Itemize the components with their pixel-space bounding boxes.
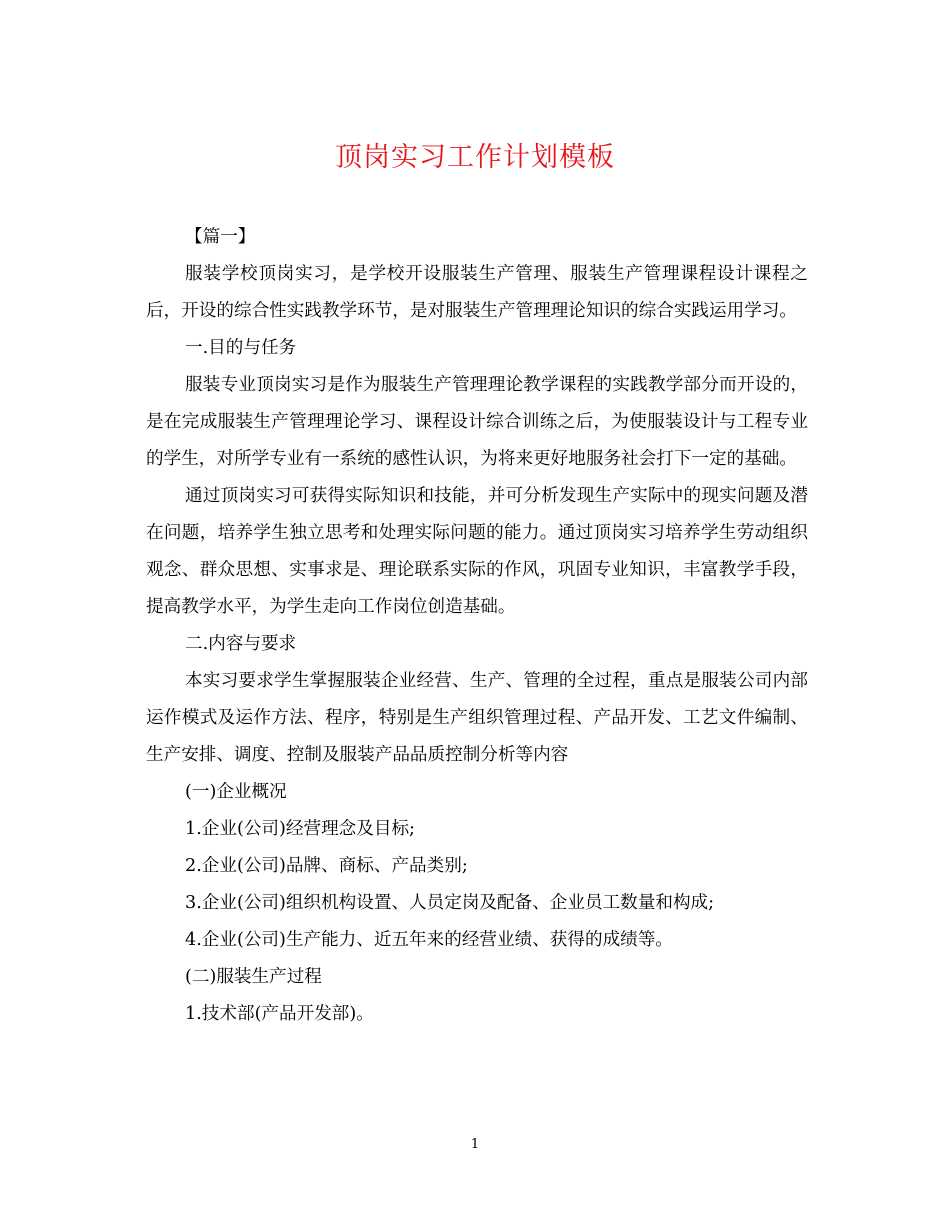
subsection-heading: (二)服装生产过程	[185, 967, 322, 987]
section-heading: 二.内容与要求	[185, 634, 297, 654]
list-item: 3.企业(公司)组织机构设置、人员定岗及配备、企业员工数量和构成;	[185, 893, 715, 913]
list-item: 4.企业(公司)生产能力、近五年来的经营业绩、获得的成绩等。	[185, 930, 673, 950]
paragraph: 服装学校顶岗实习，是学校开设服装生产管理、服装生产管理课程设计课程之后，开设的综合性实践教学环节，是对服装生产管理理论知识的综合实践运用学习。	[146, 264, 808, 321]
document-body	[146, 219, 808, 1033]
document-title: 顶岗实习工作计划模板	[335, 142, 615, 173]
list-item: 1.技术部(产品开发部)。	[185, 1004, 374, 1024]
section-heading: 一.目的与任务	[185, 338, 297, 358]
list-item: 2.企业(公司)品牌、商标、产品类别;	[185, 856, 468, 876]
paragraph: 服装专业顶岗实习是作为服装生产管理理论教学课程的实践教学部分而开设的，是在完成服装生产管理理论学习、课程设计综合训练之后，为使服装设计与工程专业的学生，对所学专业有一系统的感性认识，为将来更好地服务社会打下一定的基础。	[146, 375, 808, 469]
subsection-heading: (一)企业概况	[185, 782, 287, 802]
section-heading: 【篇一】	[185, 227, 256, 247]
page-number: 1	[470, 1137, 480, 1152]
paragraph: 本实习要求学生掌握服装企业经营、生产、管理的全过程，重点是服装公司内部运作模式及运作方法、程序，特别是生产组织管理过程、产品开发、工艺文件编制、生产安排、调度、控制及服装产品品质控制分析等内容	[146, 671, 808, 765]
paragraph: 通过顶岗实习可获得实际知识和技能，并可分析发现生产实际中的现实问题及潜在问题，培养学生独立思考和处理实际问题的能力。通过顶岗实习培养学生劳动组织观念、群众思想、实事求是、理论联系实际的作风，巩固专业知识，丰富教学手段，提高教学水平，为学生走向工作岗位创造基础。	[146, 486, 808, 617]
list-item: 1.企业(公司)经营理念及目标;	[185, 819, 415, 839]
